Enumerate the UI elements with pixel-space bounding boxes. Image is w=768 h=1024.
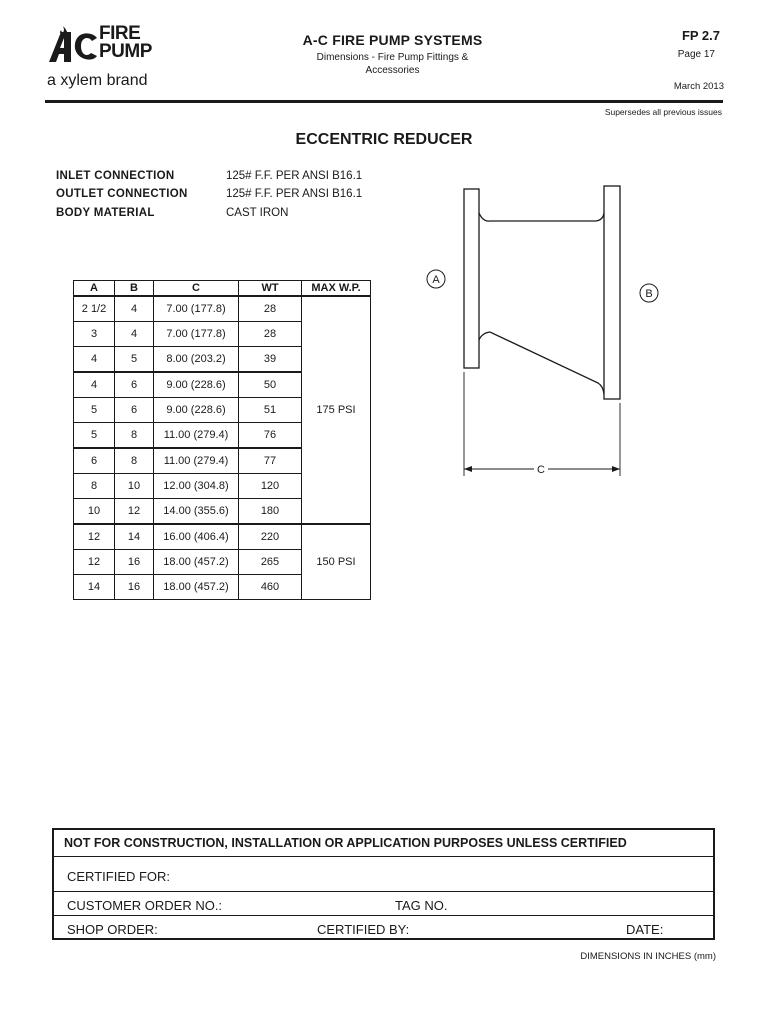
spec-value-outlet: 125# F.F. PER ANSI B16.1	[226, 188, 363, 200]
document-code: FP 2.7	[681, 28, 720, 43]
cell-c: 11.00 (279.4)	[154, 448, 239, 474]
cell-a: 2 1/2	[74, 296, 115, 322]
table-header-row	[74, 281, 371, 297]
inlet-flange	[464, 189, 479, 368]
cell-c: 18.00 (457.2)	[154, 575, 239, 600]
document-header-title: A-C FIRE PUMP SYSTEMS	[302, 32, 483, 48]
tag-no-label: TAG NO.	[395, 898, 448, 913]
cell-wt: 28	[239, 296, 302, 322]
subtitle-line-1: Dimensions - Fire Pump Fittings &	[316, 52, 469, 63]
page-number: Page 17	[677, 49, 715, 60]
cell-wt: 51	[239, 398, 302, 423]
cell-wt: 77	[239, 448, 302, 474]
ac-fire-pump-logo	[47, 23, 167, 96]
certified-by-label: CERTIFIED BY:	[317, 922, 410, 937]
brand-line: a xylem brand	[47, 72, 148, 89]
cell-a: 4	[74, 372, 115, 398]
cell-b: 8	[115, 423, 154, 449]
header-c: C	[154, 281, 239, 297]
cell-b: 6	[115, 372, 154, 398]
cell-c: 12.00 (304.8)	[154, 474, 239, 499]
spec-label-outlet: OUTLET CONNECTION	[56, 188, 188, 200]
spec-value-material: CAST IRON	[226, 207, 289, 219]
cell-b: 5	[115, 347, 154, 373]
cell-c: 14.00 (355.6)	[154, 499, 239, 525]
logo-text-fire: FIRE	[99, 23, 141, 44]
cell-a: 14	[74, 575, 115, 600]
table-row	[74, 524, 371, 550]
eccentric-reducer-drawing	[420, 180, 670, 480]
header-wt: WT	[239, 281, 302, 297]
cell-c: 7.00 (177.8)	[154, 322, 239, 347]
header-a: A	[74, 281, 115, 297]
row-divider	[54, 891, 713, 892]
cell-b: 12	[115, 499, 154, 525]
cell-b: 14	[115, 524, 154, 550]
spec-label-inlet: INLET CONNECTION	[56, 170, 175, 182]
cell-b: 4	[115, 296, 154, 322]
certification-box	[52, 828, 715, 940]
header-max-wp: MAX W.P.	[302, 281, 371, 297]
cell-a: 5	[74, 398, 115, 423]
cell-b: 8	[115, 448, 154, 474]
cell-c: 18.00 (457.2)	[154, 550, 239, 575]
cell-wt: 76	[239, 423, 302, 449]
subtitle-line-2: Accessories	[365, 65, 420, 76]
date-label: DATE:	[626, 922, 664, 937]
cell-a: 12	[74, 524, 115, 550]
cell-wt: 180	[239, 499, 302, 525]
cell-a: 5	[74, 423, 115, 449]
cell-a: 3	[74, 322, 115, 347]
max-wp-group-1: 175 PSI	[302, 296, 371, 524]
cell-b: 16	[115, 575, 154, 600]
dimension-c-label: C	[537, 464, 545, 476]
row-divider	[54, 856, 713, 857]
cell-a: 4	[74, 347, 115, 373]
max-wp-group-2: 150 PSI	[302, 524, 371, 600]
table-row	[74, 296, 371, 322]
customer-order-label: CUSTOMER ORDER NO.:	[67, 898, 223, 913]
issue-date: March 2013	[673, 81, 724, 92]
dimensions-units-note: DIMENSIONS IN INCHES (mm)	[580, 951, 716, 962]
cell-wt: 50	[239, 372, 302, 398]
cell-c: 9.00 (228.6)	[154, 398, 239, 423]
row-divider	[54, 915, 713, 916]
cell-b: 16	[115, 550, 154, 575]
callout-a-label: A	[432, 274, 440, 286]
reducer-diagram	[420, 180, 670, 480]
cell-wt: 265	[239, 550, 302, 575]
shop-order-label: SHOP ORDER:	[67, 922, 158, 937]
cell-a: 10	[74, 499, 115, 525]
page-title: ECCENTRIC REDUCER	[295, 131, 473, 148]
outlet-flange	[604, 186, 620, 399]
certification-notice-title: NOT FOR CONSTRUCTION, INSTALLATION OR APPLICATION PURPOSES UNLESS CERTIFIED	[64, 836, 627, 850]
cell-a: 8	[74, 474, 115, 499]
document-subtitle	[270, 51, 515, 77]
cell-b: 6	[115, 398, 154, 423]
spec-value-inlet: 125# F.F. PER ANSI B16.1	[226, 170, 363, 182]
cell-wt: 120	[239, 474, 302, 499]
dimensions-table	[73, 280, 371, 600]
cell-c: 9.00 (228.6)	[154, 372, 239, 398]
spec-label-material: BODY MATERIAL	[56, 207, 155, 219]
callout-b-label: B	[645, 288, 653, 300]
header-b: B	[115, 281, 154, 297]
certified-for-label: CERTIFIED FOR:	[67, 869, 171, 884]
cell-wt: 28	[239, 322, 302, 347]
cell-wt: 220	[239, 524, 302, 550]
cell-b: 4	[115, 322, 154, 347]
cell-a: 6	[74, 448, 115, 474]
cell-a: 12	[74, 550, 115, 575]
logo-text-pump: PUMP	[99, 41, 152, 62]
supersedes-note: Supersedes all previous issues	[604, 107, 722, 117]
cell-c: 11.00 (279.4)	[154, 423, 239, 449]
cell-c: 8.00 (203.2)	[154, 347, 239, 373]
cell-c: 16.00 (406.4)	[154, 524, 239, 550]
cell-c: 7.00 (177.8)	[154, 296, 239, 322]
cell-b: 10	[115, 474, 154, 499]
header-divider	[45, 100, 723, 103]
cell-wt: 39	[239, 347, 302, 373]
cell-wt: 460	[239, 575, 302, 600]
